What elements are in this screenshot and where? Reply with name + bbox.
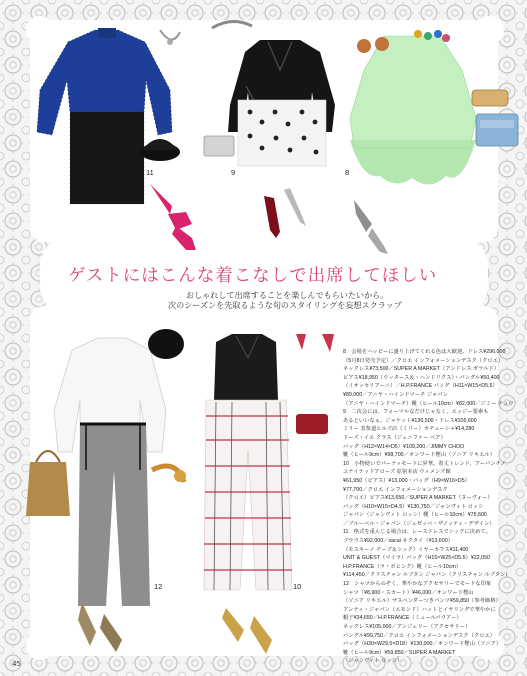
outfit-12-gold-heels (78, 602, 122, 652)
credit-line: 靴（ヒール9cm）¥59,850／SUPER A MARKET (343, 649, 456, 656)
credit-line: あるといいなぁ。ジャケット¥136,500・ドレス¥105,600 (343, 417, 477, 424)
credit-line: H.P.FRANCE（ラ・ボヒンク）靴（ヒール10cm） (343, 563, 462, 570)
credit-line: バッグ（H10×W15×D4.5）¥130,750／ジャンヴィト ロッシ (343, 503, 484, 510)
credit-line: バッグ（H30×W29.5×D18）¥130,000／オンワード樫山（ソニア） (343, 641, 502, 648)
outfit-9-headband (212, 21, 252, 28)
outfit-10-black-top (214, 334, 278, 400)
credit-line: UNIT & GUEST（マイラ）バッグ（H15×W25×D5.5）¥22,050 (343, 555, 490, 562)
credit-line: ユナイテッドアローズ 原宿本店 ウィメンズ館 (343, 469, 451, 476)
credit-line: バッグ（H12×W14×D5）¥109,200／JIMMY CHOO (343, 443, 465, 450)
credit-line: 10 小物使いでパーティモードに昇華。着丈トレンド、アーバンチノ (343, 460, 506, 467)
outfit-12-grey-trousers (78, 424, 150, 606)
outfit-8-bangle (472, 90, 508, 106)
outfit-10-red-clutch (296, 414, 328, 434)
credit-line: （ジャンヴィト ロッシ） (343, 658, 403, 665)
outfit-9-heels (264, 188, 306, 238)
credit-line: ネックレス¥105,000／アンジェリー（アクセサリー） (343, 624, 471, 630)
credit-line: ジャパン（ジャンヴィト ロッシ）靴（ヒール10cm）¥75,600 (343, 512, 487, 519)
outfit-8-blue-bag (476, 114, 518, 146)
outfit-10-gold-heels (222, 608, 272, 654)
credit-line: ¥89,000／アニヤ・ハインドマーチ ジャパン (343, 391, 448, 398)
credit-line: ネックレス¥73,500／SUPER A MARKET（アンドレス ガラルド） (343, 366, 500, 373)
outfit-number-12: 12 (154, 582, 163, 591)
credit-line: バングル¥99,750／クロエ インフォメーションデスク（クロエ） (343, 632, 496, 639)
outfit-8-metallic-heels (354, 200, 388, 254)
outfit-11-black-skirt (70, 112, 144, 204)
subheading-line-1: おしゃれして出席することを楽しんでもらいたいから。 (186, 290, 389, 300)
outfit-9-silver-clutch (204, 136, 234, 156)
outfit-11-necklace (160, 30, 180, 45)
outfit-10-plaid-trousers (204, 400, 292, 590)
outfit-9-white-dress (238, 100, 326, 166)
credit-line: （モスキーノ チープ＆シック）イヤーカフス¥11,400 (343, 546, 469, 553)
outfit-11-black-bag (140, 139, 180, 161)
credit-line: 9 二次会には、フォーマルなだけじゃなく、エッジー要素も (343, 409, 489, 416)
credit-line: （5月8日発売予定）／クロエ インフォメーションデスク（クロエ） (343, 357, 504, 364)
outfit-10-tassel-earrings (296, 334, 334, 352)
credit-line: アンティ・ジャパン（エモンド）ハットとイヤリングで華やかに (343, 606, 496, 613)
outfit-number-10: 10 (293, 582, 302, 591)
page-headline: ゲストにはこんな着こなしで出席してほしい (68, 266, 438, 286)
outfit-11-pink-heels (150, 184, 196, 250)
outfit-number-11: 11 (146, 168, 154, 177)
page-number: 45 (12, 660, 21, 668)
credit-line: 11 格式を重んじる場合は、レースドレスでシックに決めて。 (343, 529, 491, 536)
outfit-11-cobalt-blouse (37, 28, 172, 204)
credit-line: 帽子¥34,650／H.P.FRANCE（ミュールバウアー） (343, 615, 462, 622)
credit-line: ¥77,700／クロエ インフォメーションデスク (343, 486, 448, 493)
credit-line: （アニヤ・ハインドマーチ）靴（ヒール10cm）¥82,000／ジミー チュウ (343, 400, 514, 407)
credit-line: ピアス¥18,950（ウッタース＆・ヘンドリクス）・バングル¥50,400 (343, 374, 500, 381)
credit-line: シャツ（¥8,900・スカート）¥46,000／オンワード樫山 (343, 589, 474, 596)
outfit-number-8: 8 (345, 168, 350, 177)
credit-line: （イオッセリアーニ）／H.P.FRANCE バッグ（H11×W15×D5.5） (343, 383, 498, 390)
credit-line: （ソニア リキエル）サスペンダーつきパンツ¥59,850（参考価格） (343, 598, 501, 605)
subheading-line-2: 次のシーズンを先取るような旬のスタイリングを妄想スクラップ (168, 300, 402, 310)
credit-line: ¥114,450／クリスチャン ルブタン ジャパン（クリスチャン ルブタン） (343, 572, 511, 579)
credit-line: 8 会場をハッピーに盛り上げてくれる色は大歓迎。ドレス¥296,000 (343, 349, 506, 355)
credit-line: ドーズ・イエ クラス（ジェニファー ベア） (343, 434, 446, 441)
credit-line: ミリー 表参道ヒルズ店（ミリー）カチューシャ¥14,280 (343, 426, 475, 433)
outfit-12-bangle (152, 466, 186, 482)
credit-line: （クロエ）ピアス¥13,650／SUPER A MARKET（ヌーヴォー） (343, 495, 493, 502)
credit-line: ／ブルーベル・ジャパン（ジュゼッペ・ザノッティ・デザイン） (343, 520, 495, 527)
outfit-12-black-hat (148, 329, 184, 359)
credit-line: 靴（ヒール9cm）¥98,700／オンワード樫山（ソニア リキエル） (343, 452, 496, 459)
outfit-8-mint-dress (350, 36, 476, 185)
outfit-12-gold-bag (26, 451, 70, 516)
outfit-number-9: 9 (231, 168, 236, 177)
credit-line: ブラウス¥92,000／sacai ネクタイ（¥13,600） (343, 538, 454, 545)
product-credits (343, 348, 515, 665)
credit-line: ¥61,950（ピアス）¥13,000・バッグ（H9×W16×D5） (343, 477, 470, 484)
credit-line: 12 シャツからのぞく、華やかなアクセサリーでモードな印象 (343, 581, 492, 588)
outfit-8-earrings (357, 37, 389, 53)
